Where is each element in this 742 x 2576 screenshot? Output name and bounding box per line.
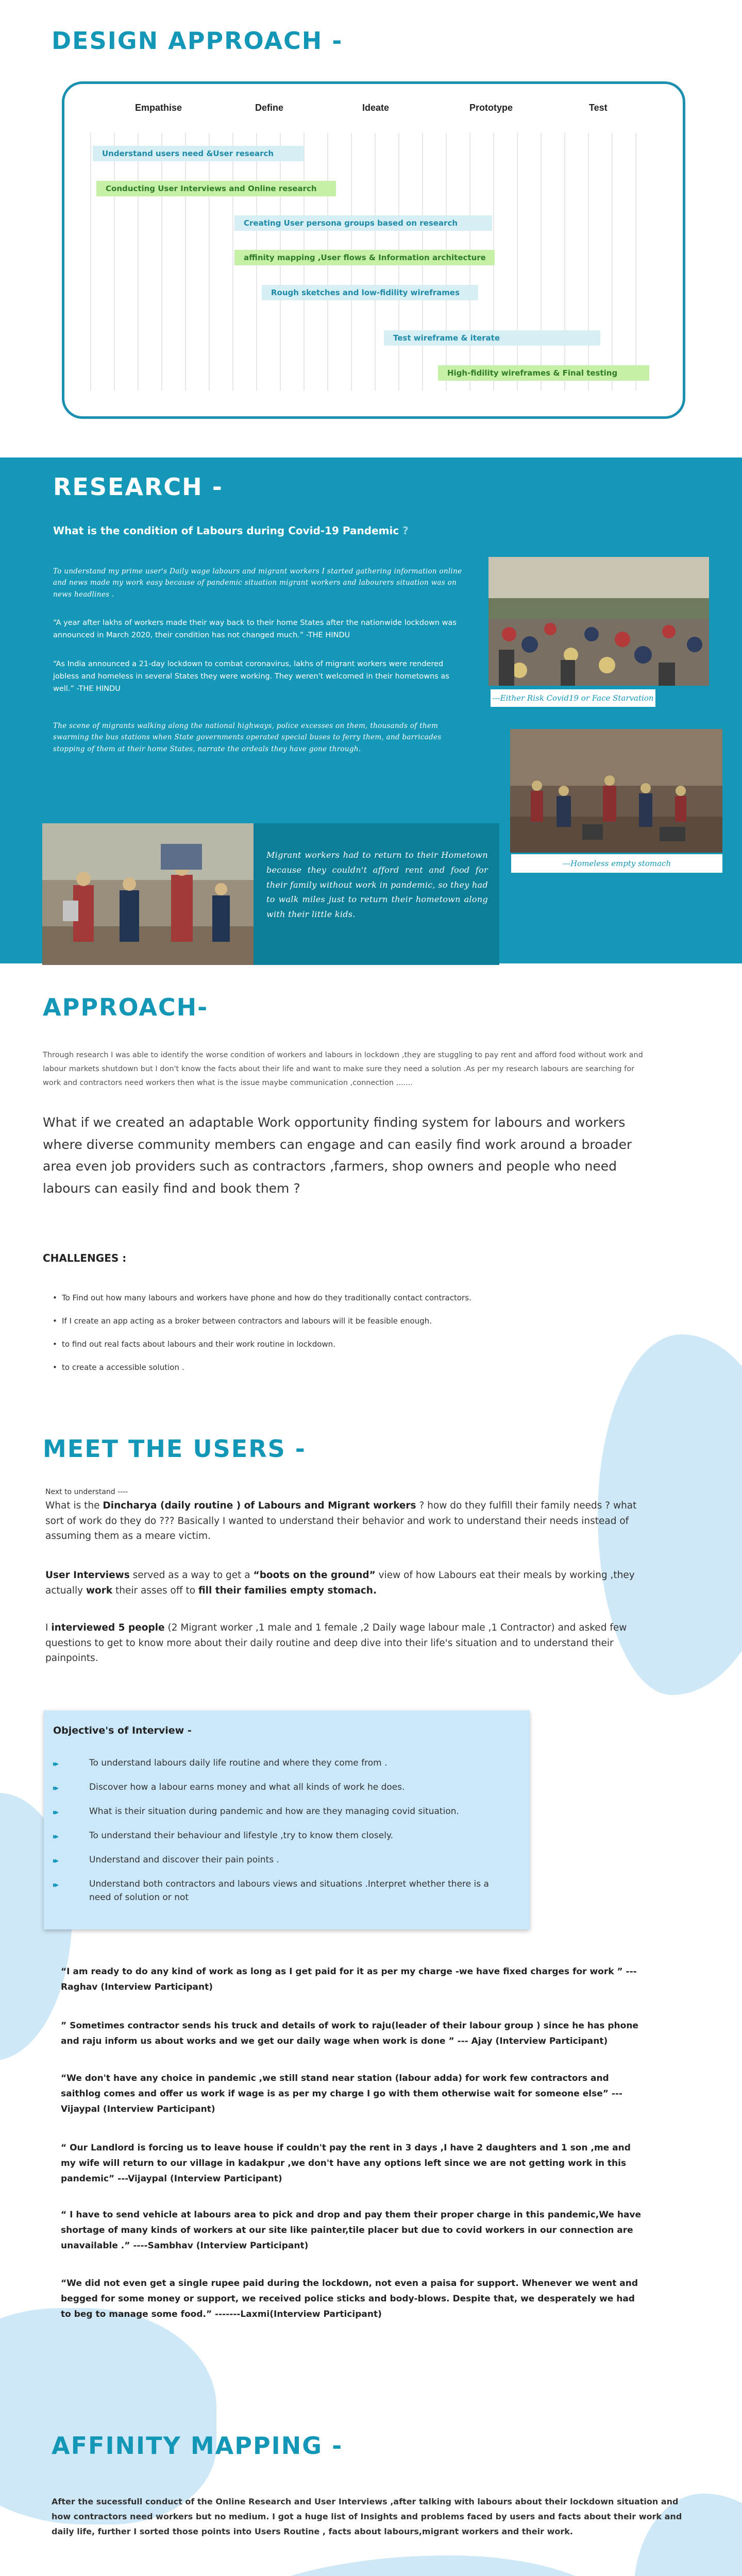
affinity-text: After the sucessfull conduct of the Online Research and User Interviews ,after talking with labours about their lockdown situation and how contractors need workers but no medium. I got a huge list of Insights and problems faced by users and facts about their work and daily life, further I sorted those points into Users Routine , facts about labours,migrant workers and their work.: [52, 2497, 682, 2536]
gantt-grid-line: [517, 133, 518, 391]
next-label: Next to understand ----: [45, 1488, 128, 1496]
list-item: • To Find out how many labours and workers have phone and how do they traditionally contact contractors.: [52, 1293, 618, 1302]
phase-label: Empathise: [135, 103, 182, 113]
objective-text: Discover how a labour earns money and what all kinds of work he does.: [89, 1782, 405, 1792]
gantt-grid-line: [138, 133, 139, 391]
gantt-grid-line: [588, 133, 589, 391]
objective-text: To understand labours daily life routine and where they come from .: [89, 1758, 387, 1768]
text-span: What is the: [45, 1500, 103, 1511]
timeline-task-bar: High-fidility wireframes & Final testing: [438, 365, 649, 381]
research-intro: To understand my prime user's Daily wage labours and migrant workers I started gathering information online and news made my work easy because of pandemic situation migrant workers and labourers situation was on news headlines .: [53, 567, 462, 599]
text-span: I: [45, 1622, 52, 1633]
double-arrow-icon: ▸▸: [53, 1783, 57, 1792]
phase-label: Test: [589, 103, 608, 113]
gantt-grid-line: [541, 133, 542, 391]
research-title: RESEARCH -: [53, 473, 223, 501]
interview-quote: “ Our Landlord is forcing us to leave house if couldn't pay the rent in 3 days ,I have 2 daughters and 1 son ,me and my wife will return to our village in kadakpur ,we don't have any options left since we are not getting work in this pandemic” ---Vijaypal (Interview Participant): [61, 2143, 631, 2184]
hindu-quote-2: “As India announced a 21-day lockdown to combat coronavirus, lakhs of migrant workers were rendered jobless and homeless in several States they were working. They weren't welcomed in their hometowns as well.” -THE HINDU: [53, 660, 449, 693]
text-span: (2 Migrant worker ,1 male and 1 female ,2 Daily wage labour male ,1 Contractor) and asked few questions to get to know more about their daily routine and deep dive into their life's situation and to understand their painpoints.: [45, 1622, 627, 1664]
phase-label: Ideate: [362, 103, 390, 113]
text-span-bold: “boots on the ground”: [253, 1570, 376, 1581]
text-span: view of how Labours eat their meals by working ,they actually: [45, 1570, 635, 1596]
interview-quote: “ I have to send vehicle at labours area to pick and drop and pay them their proper charge in this pandemic,We have shortage of many kinds of workers at our site like painter,tile placer but due to covid workers in our connection are unavailable .” ----Sambhav (Interview Participant): [61, 2210, 642, 2251]
interview-quote: “We don't have any choice in pandemic ,we still stand near station (labour adda) for work few contractors and saithlog comes and offer us work if wage is as per my charge I go with them otherwise wait for someone else” ---Vijaypal (Interview Participant): [61, 2073, 622, 2114]
challenges-list: [52, 1293, 618, 1386]
question-mark: ?: [402, 524, 409, 537]
list-item: • If I create an app acting as a broker between contractors and labours will it be feasible enough.: [52, 1316, 618, 1326]
list-item: • to create a accessible solution .: [52, 1363, 618, 1372]
text-span: served as a way to get a: [129, 1570, 254, 1581]
meet-paragraph-1: [45, 1498, 643, 1544]
text-span-bold: User Interviews: [45, 1570, 130, 1581]
timeline-task-bar: affinity mapping ,User flows & Information architecture: [234, 250, 495, 265]
approach-intro: Through research I was able to identify the worse condition of workers and labours in lockdown ,they are stuggling to pay rent and afford food without work and labour markets shutdown but I don't know the facts about their life and want to make sure they need a solution .As per my research labours are searching for work and contractors need workers then what is the issue maybe communication ,connection .......: [43, 1051, 643, 1087]
objective-item: [53, 1829, 517, 1843]
objective-text: What is their situation during pandemic and how are they managing covid situation.: [89, 1806, 459, 1817]
approach-section: [0, 963, 742, 1417]
photo-caption: ---Either Risk Covid19 or Face Starvation: [491, 689, 655, 707]
objective-item: [53, 1878, 517, 1904]
migrant-story-text: Migrant workers had to return to their Hometown because they couldn't afford rent and food for their family without work in pandemic, so they had to walk miles just to return their hometown along with their little kids.: [266, 850, 488, 920]
objectives-title: Objective's of Interview -: [53, 1725, 192, 1736]
text-span: ? how do they fulfill their family needs ? what sort of work do they do ??? Basically I wanted to understand their behavior and work to understand their needs instead of assuming them as a meare victim.: [45, 1500, 637, 1542]
gantt-grid-line: [232, 133, 233, 391]
migrant-story-panel: [42, 823, 499, 965]
meet-the-users-section: [0, 1417, 742, 2421]
objective-item: [53, 1781, 517, 1794]
text-span-bold: fill their families empty stomach.: [198, 1585, 377, 1596]
interview-quote: “I am ready to do any kind of work as long as I get paid for it as per my charge -we have fixed charges for work ” ---Raghav (Interview Participant): [61, 1967, 637, 1992]
text-span: their asses off to: [112, 1585, 198, 1596]
timeline-task-bar: Rough sketches and low-fidility wireframes: [262, 285, 478, 300]
text-span-bold: Dincharya (daily routine ) of Labours and Migrant workers: [103, 1500, 416, 1511]
homeless-migrants-photo: [510, 729, 722, 853]
interview-objectives-card: [44, 1710, 530, 1929]
gantt-grid-line: [185, 133, 186, 391]
gantt-chart: [62, 81, 685, 419]
family-walking-photo: [42, 823, 254, 965]
meet-paragraph-2: [45, 1568, 643, 1598]
crowd-of-migrants-photo: [488, 557, 709, 686]
approach-title: APPROACH-: [43, 993, 209, 1021]
gantt-grid-line: [209, 133, 210, 391]
what-if-statement: What if we created an adaptable Work opportunity finding system for labours and workers where diverse community members can engage and can easily find work around a broader area even job providers such as contractors ,farmers, shop owners and people who need labours can easily find and book them ?: [43, 1115, 632, 1196]
objective-text: Understand both contractors and labours views and situations .Interpret whether there is a need of solution or not: [89, 1879, 489, 1903]
timeline-task-bar: Creating User persona groups based on research: [234, 215, 492, 231]
meet-users-title: MEET THE USERS -: [43, 1435, 306, 1463]
gantt-grid-line: [612, 133, 613, 391]
interview-quote: “We did not even get a single rupee paid during the lockdown, not even a paisa for support. Whenever we went and begged for some money or support, we received police sticks and body-blows. Despite that, we desperately we had to beg to manage some food.” -------Laxmi(Interview Participant): [61, 2278, 638, 2319]
double-arrow-icon: ▸▸: [53, 1759, 57, 1768]
double-arrow-icon: ▸▸: [53, 1856, 57, 1865]
research-scene-text: The scene of migrants walking along the national highways, police excesses on them, thousands of them swarming the bus stations when State governments operated special buses to ferry them, and barricades stopping of them at their home States, narrate the ordeals they have gone through.: [53, 722, 442, 753]
research-question: [53, 524, 409, 537]
gantt-grid-line: [635, 133, 636, 391]
list-item: • to find out real facts about labours and their work routine in lockdown.: [52, 1340, 618, 1349]
hindu-quote-1: “A year after lakhs of workers made their way back to their home States after the nationwide lockdown was announced in March 2020, their condition has not changed much.” -THE HINDU: [53, 619, 457, 639]
phase-label: Prototype: [469, 103, 513, 113]
timeline-task-bar: Understand users need &User research: [93, 146, 304, 161]
gantt-grid-line: [114, 133, 115, 391]
objective-item: [53, 1757, 517, 1770]
timeline-task-bar: Test wireframe & iterate: [384, 330, 600, 346]
photo-caption: ---Homeless empty stomach: [511, 854, 722, 873]
double-arrow-icon: ▸▸: [53, 1832, 57, 1841]
design-approach-title: DESIGN APPROACH -: [52, 27, 343, 55]
affinity-title: AFFINITY MAPPING -: [52, 2432, 343, 2460]
meet-paragraph-3: [45, 1620, 643, 1666]
objective-text: To understand their behaviour and lifestyle ,try to know them closely.: [89, 1831, 393, 1841]
research-question-text: What is the condition of Labours during Covid-19 Pandemic: [53, 524, 399, 537]
design-approach-section: [0, 0, 742, 448]
timeline-task-bar: Conducting User Interviews and Online research: [96, 181, 336, 196]
double-arrow-icon: ▸▸: [53, 1807, 57, 1817]
text-span-bold: interviewed 5 people: [51, 1622, 165, 1633]
affinity-mapping-section: [0, 2421, 742, 2576]
gantt-grid-line: [90, 133, 91, 391]
challenges-title: CHALLENGES :: [43, 1252, 127, 1264]
objective-text: Understand and discover their pain points .: [89, 1855, 279, 1865]
research-section: [0, 457, 742, 963]
gantt-grid-line: [564, 133, 565, 391]
double-arrow-icon: ▸▸: [53, 1880, 57, 1889]
objective-item: [53, 1854, 517, 1867]
objective-item: [53, 1805, 517, 1819]
text-span-bold: work: [86, 1585, 113, 1596]
phase-label: Define: [255, 103, 284, 113]
gantt-grid-line: [161, 133, 162, 391]
interview-quote: ” Sometimes contractor sends his truck and details of work to raju(leader of their labour group ) since he has phone and raju inform us about works and we get our daily wage when work is done ” --- Ajay (Interview Participant): [61, 2021, 638, 2046]
